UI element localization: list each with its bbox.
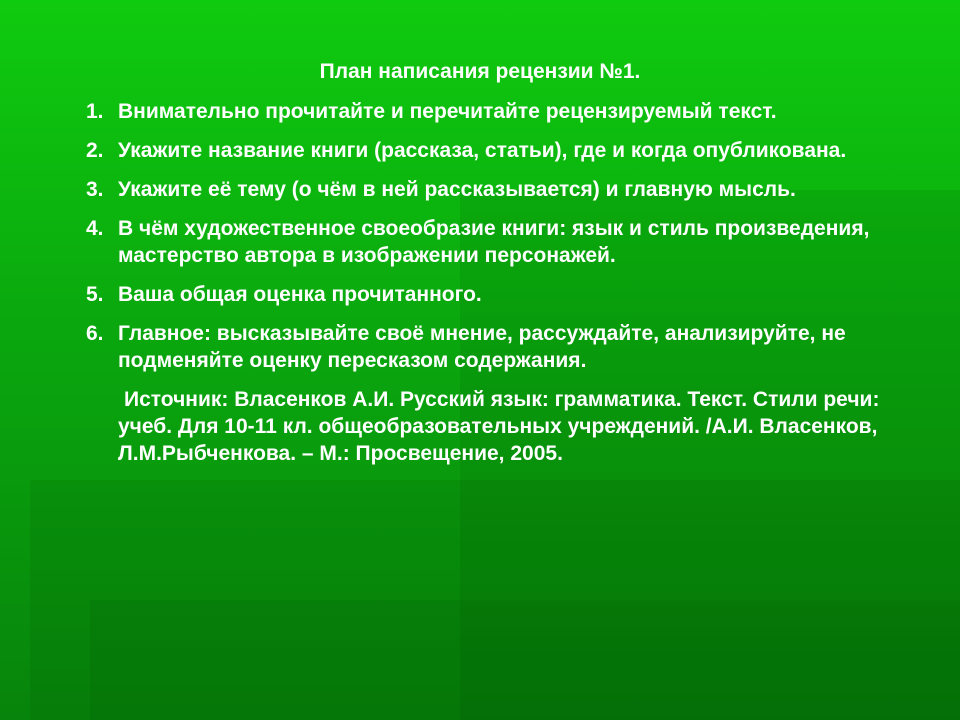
list-item-number: 3.: [86, 178, 104, 201]
list-item-text: Главное: высказывайте своё мнение, рассуждайте, анализируйте, не подменяйте оценку пересказом содержания.: [118, 322, 846, 372]
list-item: [70, 215, 890, 269]
list-item-number: 2.: [86, 139, 104, 162]
list-item-number: 5.: [86, 283, 104, 306]
background-panel-deep: [90, 600, 960, 720]
list-item-number: 4.: [86, 217, 104, 240]
list-item-number: 1.: [86, 100, 104, 123]
list-item-text: Внимательно прочитайте и перечитайте рецензируемый текст.: [118, 100, 777, 123]
list-item: [70, 176, 890, 203]
list-item-number: 6.: [86, 322, 104, 345]
list-item: [70, 98, 890, 125]
slide-title: План написания рецензии №1.: [319, 60, 641, 83]
plan-list: [70, 98, 890, 374]
list-item: [70, 320, 890, 374]
source-citation: Источник: Власенков А.И. Русский язык: грамматика. Текст. Стили речи: учеб. Для 10-11 кл. общеобразовательных учреждений. /А.И. Власенков, Л.М.Рыбченкова. – М.: Просвещение, 2005.: [118, 388, 880, 465]
list-item: [70, 281, 890, 308]
list-item-text: Укажите название книги (рассказа, статьи), где и когда опубликована.: [118, 139, 847, 162]
list-item-text: В чём художественное своеобразие книги: язык и стиль произведения, мастерство автора в изображении персонажей.: [118, 217, 870, 267]
list-item-text: Укажите её тему (о чём в ней рассказывается) и главную мысль.: [118, 178, 796, 201]
list-item-text: Ваша общая оценка прочитанного.: [118, 283, 482, 306]
list-item: [70, 137, 890, 164]
slide-content: [70, 58, 890, 467]
